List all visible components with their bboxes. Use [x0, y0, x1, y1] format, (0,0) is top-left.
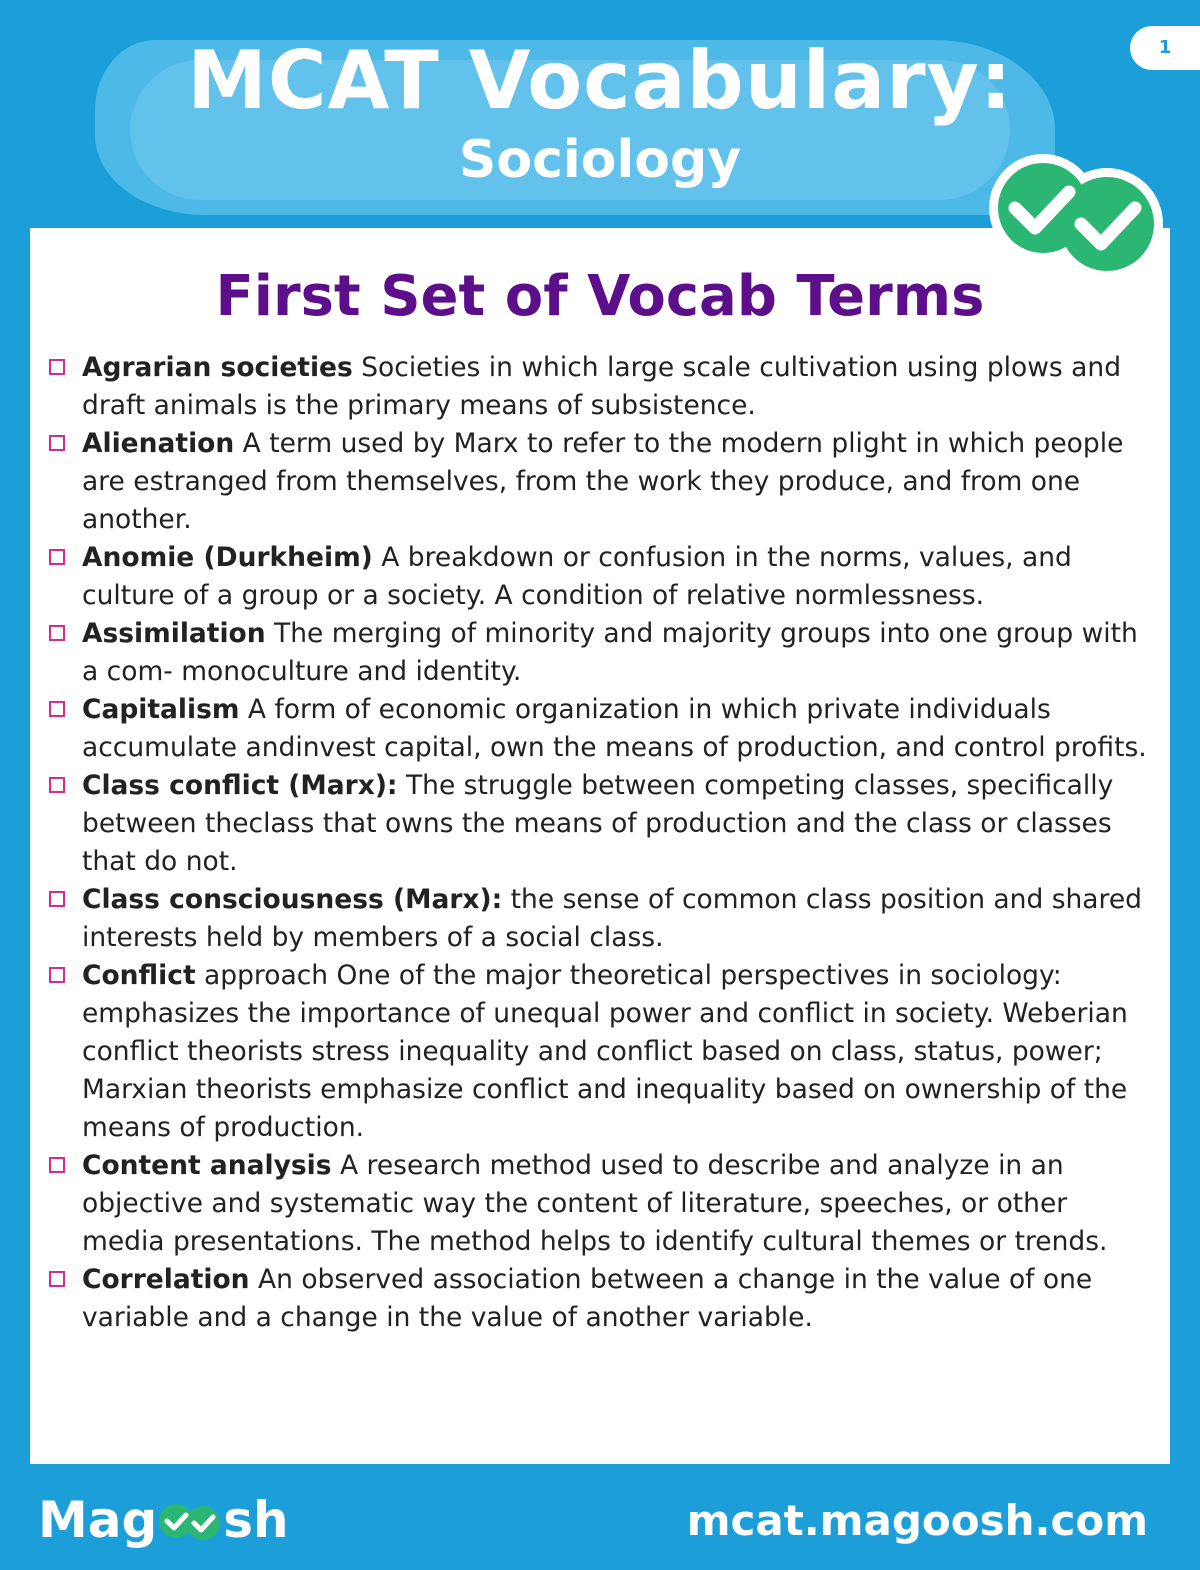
checkbox-icon[interactable] [49, 625, 65, 641]
term-definition: The struggle between competing classes, specifically between theclass that owns the means of production and the class or classes that do not. [82, 770, 1114, 877]
term-definition: A form of economic organization in which private individuals accumulate andinvest capital, own the means of production, and control profits. [82, 694, 1147, 763]
term-name: Capitalism [82, 694, 240, 725]
term-name: Alienation [82, 428, 235, 459]
list-item [48, 691, 1148, 767]
section-heading: First Set of Vocab Terms [215, 264, 985, 329]
term-name: Assimilation [82, 618, 266, 649]
term-definition: the sense of common class position and shared interests held by members of a social class. [82, 884, 1142, 953]
logo-checkmarks-icon [157, 1499, 223, 1543]
term-definition: approach One of the major theoretical perspectives in sociology: emphasizes the importance of unequal power and conflict in society. Weberian conflict theorists stress inequality and conflict based on class, status, power; Marxian theorists emphasize conflict and inequality based on ownership of the means of production. [82, 960, 1128, 1143]
magoosh-logo[interactable] [38, 1490, 289, 1550]
term-definition: Societies in which large scale cultivation using plows and draft animals is the primary means of subsistence. [82, 352, 1122, 421]
list-item [48, 957, 1148, 1147]
term-name: Agrarian societies [82, 352, 353, 383]
term-definition: A breakdown or confusion in the norms, values, and culture of a group or a society. A condition of relative normlessness. [82, 542, 1072, 611]
term-name: Anomie (Durkheim) [82, 542, 373, 573]
list-item [48, 1261, 1148, 1337]
checkbox-icon[interactable] [49, 967, 65, 983]
term-name: Content analysis [82, 1150, 332, 1181]
checkbox-icon[interactable] [49, 359, 65, 375]
checkbox-icon[interactable] [49, 701, 65, 717]
list-item [48, 615, 1148, 691]
term-name: Class consciousness (Marx): [82, 884, 503, 915]
checkbox-icon[interactable] [49, 891, 65, 907]
website-link[interactable]: mcat.magoosh.com [686, 1496, 1148, 1545]
page-subtitle: Sociology [458, 130, 742, 190]
logo-text-suffix: sh [223, 1491, 289, 1549]
list-item [48, 881, 1148, 957]
checkbox-icon[interactable] [49, 435, 65, 451]
term-definition: The merging of minority and majority groups into one group with a com- monoculture and identity. [82, 618, 1138, 687]
list-item [48, 767, 1148, 881]
checkbox-icon[interactable] [49, 549, 65, 565]
term-name: Class conflict (Marx): [82, 770, 398, 801]
list-item [48, 539, 1148, 615]
page-title: MCAT Vocabulary: [187, 34, 1013, 127]
list-item [48, 349, 1148, 425]
list-item [48, 425, 1148, 539]
logo-text-prefix: Mag [38, 1491, 158, 1549]
term-definition: A term used by Marx to refer to the modern plight in which people are estranged from themselves, from the work they produce, and from one another. [82, 428, 1124, 535]
term-name: Correlation [82, 1264, 250, 1295]
vocab-term-list [48, 349, 1148, 1337]
page-number-tab: 1 [1130, 26, 1200, 70]
list-item [48, 1147, 1148, 1261]
checkbox-icon[interactable] [49, 1271, 65, 1287]
term-name: Conflict [82, 960, 196, 991]
checkbox-icon[interactable] [49, 777, 65, 793]
term-definition: An observed association between a change in the value of one variable and a change in the value of another variable. [82, 1264, 1093, 1333]
checkbox-icon[interactable] [49, 1157, 65, 1173]
term-definition: A research method used to describe and analyze in an objective and systematic way the content of literature, speeches, or other media presentations. The method helps to identify cultural themes or trends. [82, 1150, 1108, 1257]
